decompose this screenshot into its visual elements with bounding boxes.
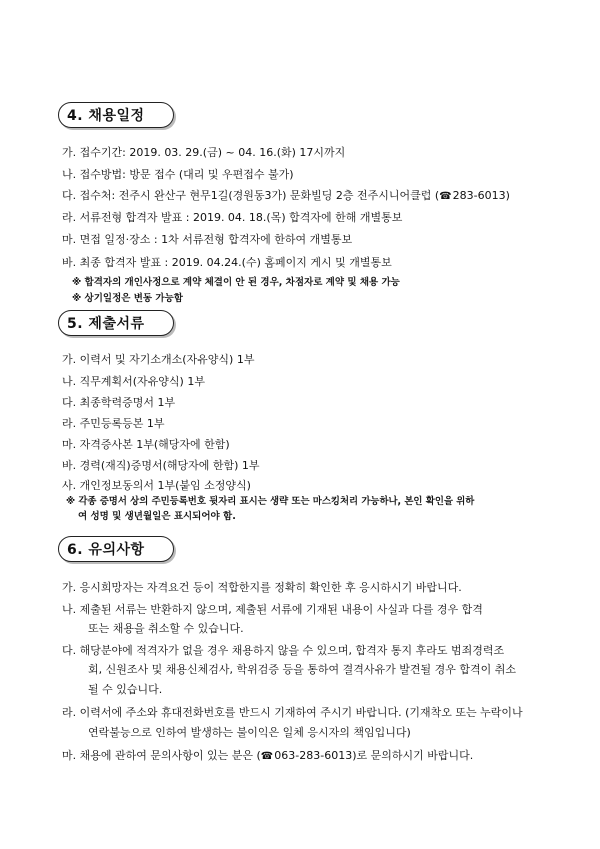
notice-item-4-cont: 연락불능으로 인하여 발생하는 불이익은 일체 응시자의 책임입니다) (88, 726, 411, 739)
schedule-note-2: ※ 상기일정은 변동 가능함 (72, 293, 183, 304)
schedule-item-method: 나. 접수방법: 방문 접수 (대리 및 우편접수 불가) (62, 168, 294, 181)
notice-item-2-cont: 또는 채용을 취소할 수 있습니다. (88, 622, 244, 635)
document-item-resume: 가. 이력서 및 자기소개소(자유양식) 1부 (62, 353, 255, 366)
schedule-item-document-result: 라. 서류전형 합격자 발표 : 2019. 04. 18.(목) 합격자에 한해 개별통보 (62, 211, 403, 224)
section-5-title: 5. 제출서류 (67, 316, 145, 332)
document-item-consent: 사. 개인정보동의서 1부(붙임 소정양식) (62, 479, 251, 492)
notice-item-1: 가. 응시희망자는 자격요건 등이 적합한지를 정확히 확인한 후 응시하시기 바랍니다. (62, 581, 462, 594)
section-6-title: 6. 유의사항 (67, 542, 145, 558)
document-item-resident: 라. 주민등록등본 1부 (62, 417, 165, 430)
schedule-item-place (62, 189, 510, 204)
document-item-license: 마. 자격증사본 1부(해당자에 한함) (62, 438, 230, 451)
section-4-title: 4. 채용일정 (67, 108, 145, 124)
schedule-note-1: ※ 합격자의 개인사정으로 계약 체결이 안 된 경우, 차점자로 계약 및 채용 가능 (72, 277, 400, 288)
schedule-item-final-result: 바. 최종 합격자 발표 : 2019. 04.24.(수) 홈페이지 게시 및 개별통보 (62, 256, 392, 269)
section-4-heading (58, 102, 174, 128)
phone-icon: ☎ (439, 191, 452, 202)
schedule-item-period: 가. 접수기간: 2019. 03. 29.(금) ~ 04. 16.(화) 17시까지 (62, 146, 346, 159)
phone-icon: ☎ (260, 751, 274, 762)
schedule-item-interview: 마. 면접 일정·장소 : 1차 서류전형 합격자에 한하여 개별통보 (62, 233, 353, 246)
notice-item-5 (62, 749, 473, 764)
document-item-education: 다. 최종학력증명서 1부 (62, 396, 176, 409)
notice-item-2: 나. 제출된 서류는 반환하지 않으며, 제출된 서류에 기재된 내용이 사실과 다를 경우 합격 (62, 603, 483, 616)
section-6-heading (58, 536, 174, 562)
notice-item-5-text: 마. 채용에 관하여 문의사항이 있는 분은 ( (62, 749, 261, 762)
document-item-plan: 나. 직무계획서(자유양식) 1부 (62, 375, 205, 388)
schedule-item-place-phone: 283-6013) (452, 189, 510, 202)
notice-item-5-phone: 063-283-6013)로 문의하시기 바랍니다. (274, 749, 474, 762)
document-item-career: 바. 경력(재직)증명서(해당자에 한함) 1부 (62, 459, 260, 472)
schedule-item-place-text: 다. 접수처: 전주시 완산구 현무1길(경원동3가) 문화빌딩 2층 전주시니어클럽 ( (62, 189, 440, 202)
notice-item-4: 라. 이력서에 주소와 휴대전화번호를 반드시 기재하여 주시기 바랍니다. (기재착오 또는 누락이나 (62, 706, 523, 719)
notice-item-3-cont-1: 회, 신원조사 및 채용신체검사, 학위검증 등을 통하여 결격사유가 발견될 경우 합격이 취소 (88, 663, 516, 676)
document-note-1: ※ 각종 증명서 상의 주민등록번호 뒷자리 표시는 생략 또는 마스킹처리 가능하나, 본인 확인을 위하 (66, 496, 475, 507)
section-5-heading (58, 310, 174, 336)
notice-item-3-cont-2: 될 수 있습니다. (88, 683, 163, 696)
notice-item-3: 다. 해당분야에 적격자가 없을 경우 채용하지 않을 수 있으며, 합격자 통지 후라도 범죄경력조 (62, 644, 505, 657)
document-note-2: 여 성명 및 생년월일은 표시되어야 함. (78, 511, 236, 522)
